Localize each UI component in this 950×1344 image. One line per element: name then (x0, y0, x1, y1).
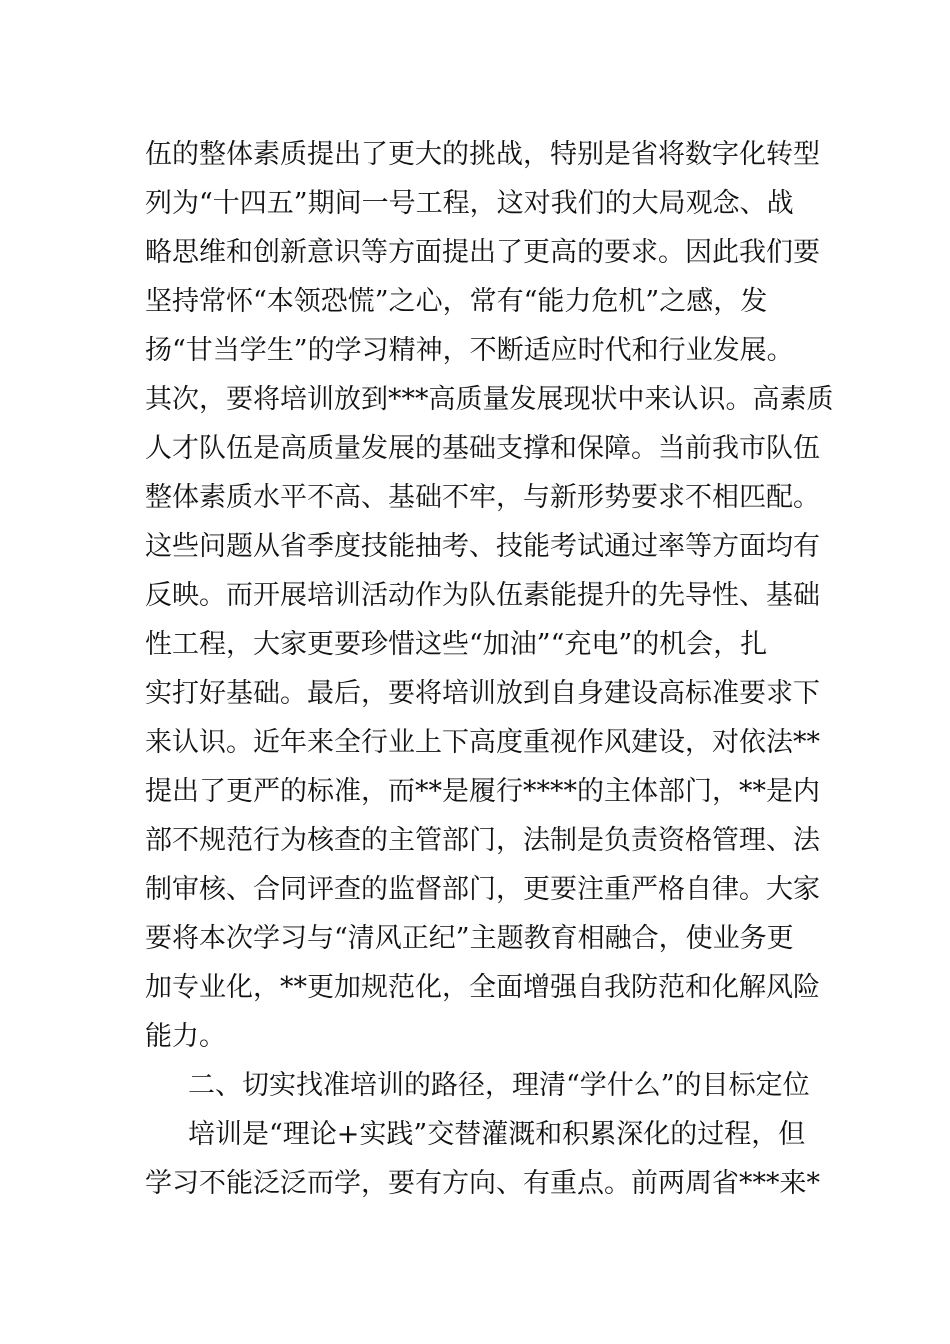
body-line: 要将本次学习与“清风正纪”主题教育相融合，使业务更 (145, 923, 794, 954)
body-line: 略思维和创新意识等方面提出了更高的要求。因此我们要 (145, 237, 820, 268)
body-line: 能力。 (145, 1021, 226, 1052)
body-line: 实打好基础。最后，要将培训放到自身建设高标准要求下 (145, 678, 820, 709)
body-line: 来认识。近年来全行业上下高度重视作风建设，对依法** (145, 727, 820, 758)
body-line: 部不规范行为核查的主管部门，法制是负责资格管理、法 (145, 825, 820, 856)
body-line: 这些问题从省季度技能抽考、技能考试通过率等方面均有 (145, 531, 820, 562)
body-line: 加专业化，**更加规范化，全面增强自我防范和化解风险 (145, 972, 820, 1003)
body-line: 列为“十四五”期间一号工程，这对我们的大局观念、战 (145, 188, 794, 219)
body-line: 学习不能泛泛而学，要有方向、有重点。前两周省***来* (145, 1168, 820, 1199)
section-heading: 二、切实找准培训的路径，理清“学什么”的目标定位 (188, 1070, 810, 1101)
body-line: 坚持常怀“本领恐慌”之心，常有“能力危机”之感，发 (145, 286, 768, 317)
body-line: 其次，要将培训放到***高质量发展现状中来认识。高素质 (145, 384, 834, 415)
body-line: 提出了更严的标准，而**是履行****的主体部门，**是内 (145, 776, 820, 807)
document-body (145, 130, 834, 1208)
body-line: 培训是“理论+实践”交替灌溉和积累深化的过程，但 (188, 1119, 806, 1150)
body-line: 人才队伍是高质量发展的基础支撑和保障。当前我市队伍 (145, 433, 820, 464)
body-line: 伍的整体素质提出了更大的挑战，特别是省将数字化转型 (145, 139, 820, 170)
body-line: 反映。而开展培训活动作为队伍素能提升的先导性、基础 (145, 580, 820, 611)
body-line: 制审核、合同评查的监督部门，更要注重严格自律。大家 (145, 874, 820, 905)
body-line: 性工程，大家更要珍惜这些“加油”“充电”的机会，扎 (145, 629, 768, 660)
body-line: 扬“甘当学生”的学习精神，不断适应时代和行业发展。 (145, 335, 794, 366)
body-line: 整体素质水平不高、基础不牢，与新形势要求不相匹配。 (145, 482, 820, 513)
